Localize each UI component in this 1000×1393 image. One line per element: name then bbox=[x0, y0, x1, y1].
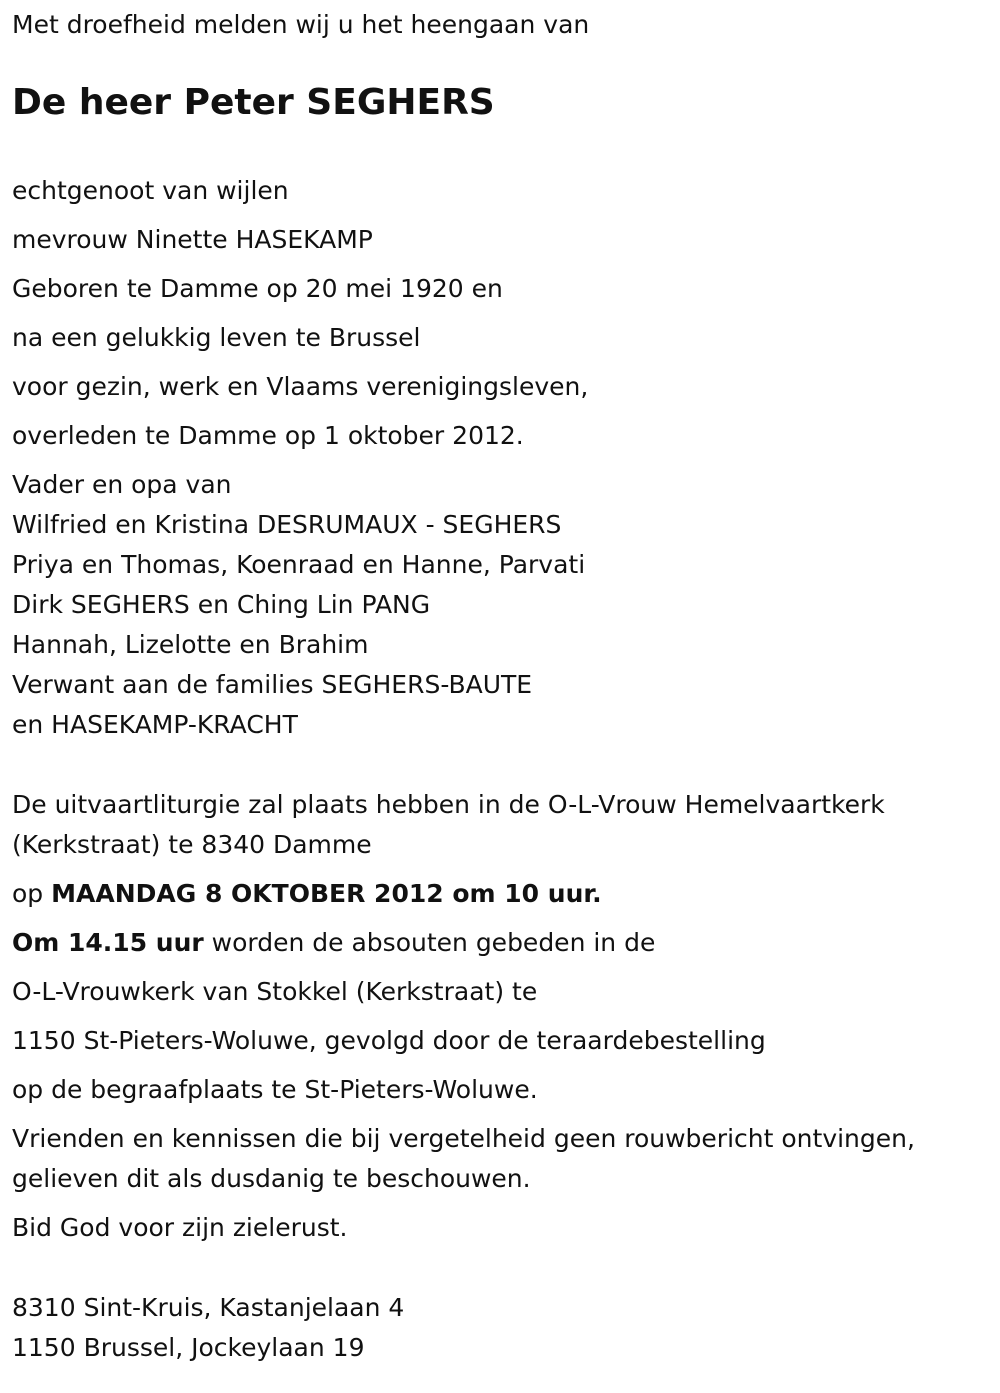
ceremony-line: O-L-Vrouwkerk van Stokkel (Kerkstraat) te bbox=[12, 977, 538, 1006]
address-line: 1150 Brussel, Jockeylaan 19 bbox=[12, 1333, 365, 1362]
ceremony-line: 1150 St-Pieters-Woluwe, gevolgd door de teraardebestelling bbox=[12, 1026, 766, 1055]
prayer-line: Bid God voor zijn zielerust. bbox=[12, 1213, 348, 1242]
bio-line: echtgenoot van wijlen bbox=[12, 176, 289, 205]
bio-line: na een gelukkig leven te Brussel bbox=[12, 323, 421, 352]
family-line: Wilfried en Kristina DESRUMAUX - SEGHERS bbox=[12, 510, 562, 539]
deceased-name: De heer Peter SEGHERS bbox=[12, 82, 495, 123]
family-line: Dirk SEGHERS en Ching Lin PANG bbox=[12, 590, 431, 619]
bio-section bbox=[12, 171, 988, 465]
ceremony-date-prefix: op bbox=[12, 879, 52, 908]
family-section bbox=[12, 465, 988, 745]
ceremony-line: (Kerkstraat) te 8340 Damme bbox=[12, 830, 372, 859]
family-line: Vader en opa van bbox=[12, 470, 232, 499]
ceremony-date-bold: MAANDAG 8 OKTOBER 2012 om 10 uur. bbox=[51, 879, 602, 908]
address-line: 8310 Sint-Kruis, Kastanjelaan 4 bbox=[12, 1293, 405, 1322]
notice-line: gelieven dit als dusdanig te beschouwen. bbox=[12, 1164, 531, 1193]
address-section bbox=[12, 1288, 988, 1368]
ceremony-date bbox=[12, 874, 988, 914]
bio-line: overleden te Damme op 1 oktober 2012. bbox=[12, 421, 524, 450]
bio-line: Geboren te Damme op 20 mei 1920 en bbox=[12, 274, 503, 303]
absoute-line bbox=[12, 923, 988, 963]
bio-line: mevrouw Ninette HASEKAMP bbox=[12, 225, 373, 254]
ceremony-line: De uitvaartliturgie zal plaats hebben in de O-L-Vrouw Hemelvaartkerk bbox=[12, 790, 885, 819]
family-line: Verwant aan de families SEGHERS-BAUTE bbox=[12, 670, 533, 699]
ceremony-section bbox=[12, 785, 988, 1248]
notice-line: Vrienden en kennissen die bij vergetelheid geen rouwbericht ontvingen, bbox=[12, 1124, 915, 1153]
bio-line: voor gezin, werk en Vlaams verenigingsleven, bbox=[12, 372, 589, 401]
family-line: en HASEKAMP-KRACHT bbox=[12, 710, 298, 739]
absoute-text: worden de absouten gebeden in de bbox=[203, 928, 656, 957]
ceremony-line: op de begraafplaats te St-Pieters-Woluwe. bbox=[12, 1075, 538, 1104]
absoute-time: Om 14.15 uur bbox=[12, 928, 204, 957]
family-line: Hannah, Lizelotte en Brahim bbox=[12, 630, 369, 659]
intro-text: Met droefheid melden wij u het heengaan van bbox=[12, 10, 590, 39]
family-line: Priya en Thomas, Koenraad en Hanne, Parvati bbox=[12, 550, 586, 579]
